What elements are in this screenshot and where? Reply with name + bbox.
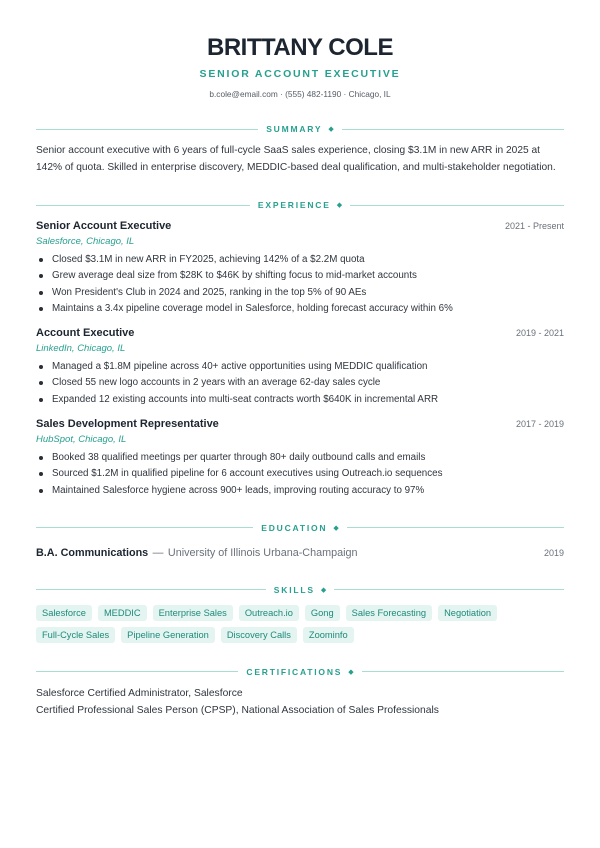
degree-separator: —	[152, 546, 164, 559]
candidate-title: SENIOR ACCOUNT EXECUTIVE	[199, 68, 401, 80]
contact-line: b.cole@email.com · (555) 482-1190 · Chicago, IL	[209, 89, 391, 99]
candidate-name: BRITTANY COLE	[207, 34, 393, 61]
bullet-item: Maintained Salesforce hygiene across 900+ leads, improving routing accuracy to 97%	[36, 483, 564, 499]
divider-line	[36, 129, 258, 130]
resume-page	[36, 34, 564, 719]
divider-line	[334, 589, 564, 590]
job-dates: 2019 - 2021	[515, 328, 564, 339]
skill-tag: Gong	[305, 605, 340, 621]
skill-tag: Enterprise Sales	[153, 605, 233, 621]
divider-line	[362, 671, 564, 672]
diamond-icon: ◆	[336, 202, 343, 209]
education-year: 2019	[543, 547, 564, 558]
job-title: Senior Account Executive	[36, 220, 172, 232]
job-entry	[36, 418, 564, 499]
divider-line	[36, 205, 250, 206]
skill-tag: MEDDIC	[98, 605, 147, 621]
divider-line	[36, 589, 266, 590]
job-bullets	[36, 450, 564, 499]
job-dates: 2017 - 2019	[515, 419, 564, 430]
divider-line	[36, 671, 238, 672]
skills-section-header	[36, 583, 564, 597]
bullet-item: Maintains a 3.4x pipeline coverage model in Salesforce, holding forecast accuracy within 6%	[36, 301, 564, 317]
education-heading: EDUCATION	[261, 522, 328, 533]
bullet-item: Sourced $1.2M in qualified pipeline for 6 account executives using Outreach.io sequences	[36, 466, 564, 482]
summary-heading: SUMMARY	[266, 124, 323, 134]
job-company: LinkedIn, Chicago, IL	[36, 343, 126, 355]
certification-item: Salesforce Certified Administrator, Salesforce	[36, 687, 243, 699]
bullet-item: Closed 55 new logo accounts in 2 years with an average 62-day sales cycle	[36, 375, 564, 391]
experience-section-header	[36, 198, 564, 212]
divider-line	[347, 527, 564, 528]
skills-list	[36, 605, 564, 643]
experience-heading: EXPERIENCE	[257, 200, 331, 210]
bullet-item: Grew average deal size from $28K to $46K by shifting focus to mid-market accounts	[36, 268, 564, 284]
divider-line	[342, 129, 564, 130]
job-bullets	[36, 359, 564, 408]
job-company: HubSpot, Chicago, IL	[36, 434, 127, 446]
job-entry	[36, 327, 564, 408]
resume-header	[36, 34, 564, 100]
degree: B.A. Communications	[36, 546, 149, 559]
summary-text: Senior account executive with 6 years of full-cycle SaaS sales experience, closing $3.1M in new ARR in 2025 at 142% of quota. Skilled in enterprise discovery, MEDDIC-based deal qualification, and multi-stakeholder negotiation.	[36, 145, 556, 173]
job-title: Sales Development Representative	[36, 418, 219, 431]
certifications-section-header	[36, 665, 564, 679]
skill-tag: Outreach.io	[239, 605, 299, 621]
diamond-icon: ◆	[320, 586, 327, 594]
skill-tag: Sales Forecasting	[346, 605, 432, 621]
skill-tag: Discovery Calls	[221, 627, 297, 643]
summary-section-header	[36, 122, 564, 136]
education-section-header	[36, 521, 564, 535]
job-bullets	[36, 252, 564, 317]
diamond-icon: ◆	[348, 668, 354, 676]
job-entry	[36, 220, 564, 317]
divider-line	[36, 527, 253, 528]
bullet-item: Won President's Club in 2024 and 2025, ranking in the top 5% of 90 AEs	[36, 285, 564, 301]
skill-tag: Zoominfo	[303, 627, 354, 643]
job-title: Account Executive	[36, 327, 135, 340]
certification-item: Certified Professional Sales Person (CPSP), National Association of Sales Professionals	[36, 704, 439, 716]
certifications-heading: CERTIFICATIONS	[246, 666, 343, 677]
bullet-item: Expanded 12 existing accounts into multi-seat contracts worth $640K in incremental ARR	[36, 392, 564, 408]
school: University of Illinois Urbana-Champaign	[167, 546, 358, 559]
divider-line	[350, 205, 564, 206]
skill-tag: Pipeline Generation	[121, 627, 215, 643]
skill-tag: Negotiation	[438, 605, 497, 621]
skill-tag: Full-Cycle Sales	[36, 627, 115, 643]
skills-heading: SKILLS	[273, 584, 315, 595]
bullet-item: Closed $3.1M in new ARR in FY2025, achieving 142% of a $2.2M quota	[36, 252, 564, 268]
skill-tag: Salesforce	[36, 605, 92, 621]
education-entry	[36, 543, 564, 561]
job-dates: 2021 - Present	[504, 221, 564, 231]
job-company: Salesforce, Chicago, IL	[36, 236, 135, 247]
bullet-item: Booked 38 qualified meetings per quarter through 80+ daily outbound calls and emails	[36, 450, 564, 466]
diamond-icon: ◆	[328, 126, 334, 133]
certifications-list	[36, 685, 564, 719]
diamond-icon: ◆	[333, 524, 339, 532]
bullet-item: Managed a $1.8M pipeline across 40+ active opportunities using MEDDIC qualification	[36, 359, 564, 375]
